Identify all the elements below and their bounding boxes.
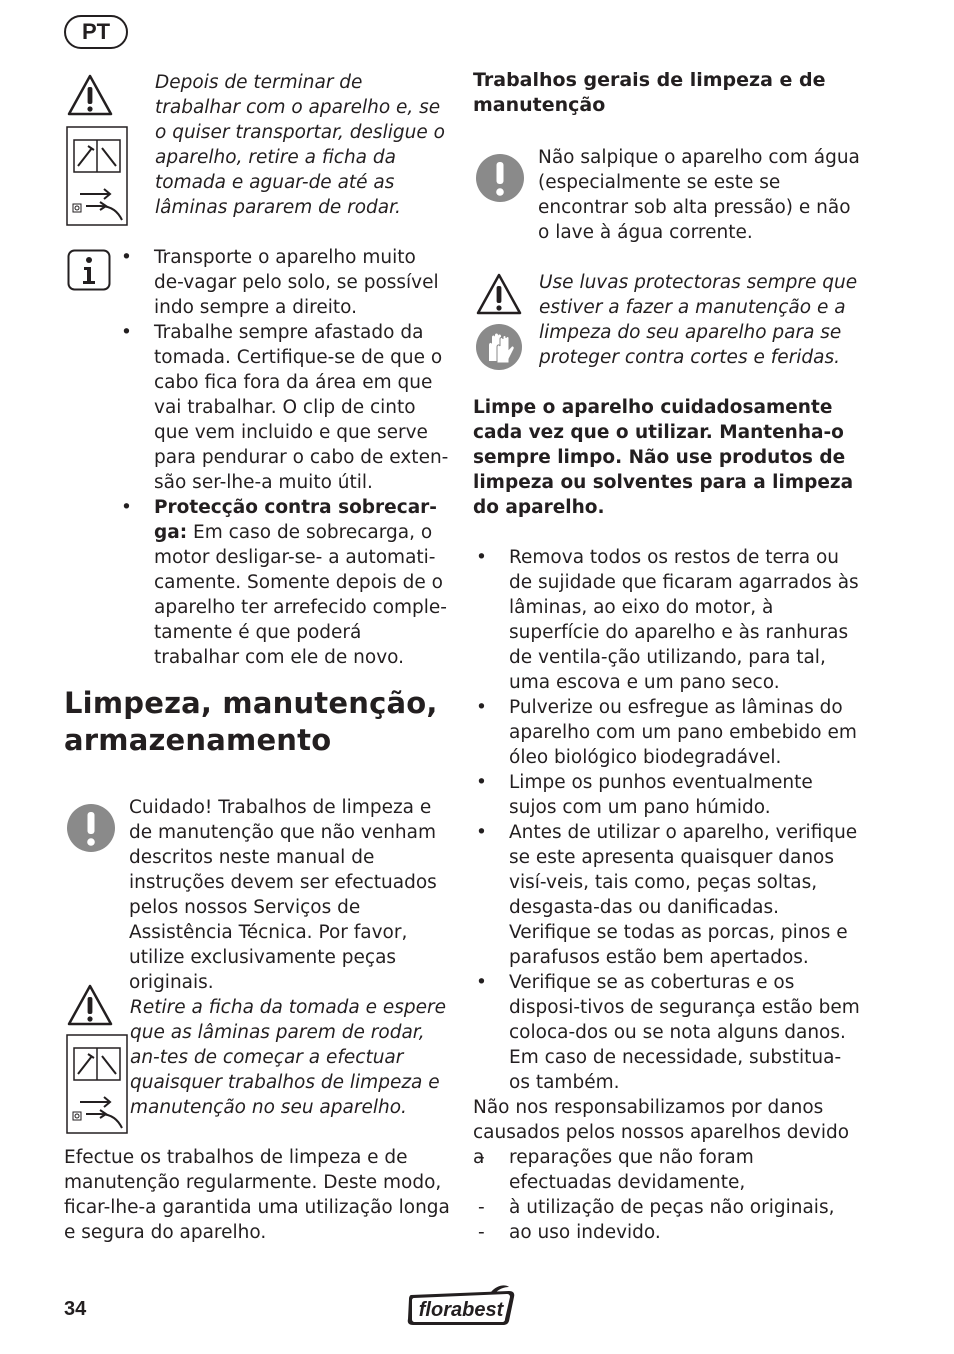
bold-cleaning-paragraph: Limpe o aparelho cuidadosamente cada vez que o utilizar. Mantenha-o sempre limpo. Não use produtos de limpeza ou solventes para a limpeza do aparelho. [473, 397, 854, 518]
info-icon [67, 249, 111, 291]
caution-exclamation-icon [475, 153, 525, 203]
list-item: • Pulverize ou esfregue as lâminas do aparelho com um pano embebido em óleo biológico biodegradável. [474, 695, 862, 770]
list-item: - à utilização de peças não originais, [474, 1195, 862, 1220]
list-item: • Remova todos os restos de terra ou de sujidade que ficaram agarrados às lâminas, ao eixo do motor, à superfície do aparelho e às ranhuras de ventila-ção utilizando, para tal, uma escova e um pano seco. [474, 545, 862, 695]
list-item: - ao uso indevido. [474, 1220, 862, 1245]
list-item: • Limpe os punhos eventualmente sujos com um pano húmido. [474, 770, 862, 820]
warning-triangle-icon [66, 73, 114, 117]
list-item: • Trabalhe sempre afastado da tomada. Certifique-se de que o cabo fica fora da área em que vai trabalhar. O clip de cinto que vem incluido e que serve para pendurar o cabo de exten-são ser-lhe-a muito útil. [119, 320, 451, 495]
caution-text: Cuidado! Trabalhos de limpeza e de manutenção que não venham descritos neste manual de instruções devem ser efectuados pelos nossos Serviços de Assistência Técnica. Por favor, utilize exclusivamente peças originais. [129, 797, 437, 993]
caution-exclamation-icon [66, 803, 116, 853]
page-number: 34 [64, 1298, 87, 1320]
gloves-text: Use luvas protectoras sempre que estiver a fazer a manutenção e a limpeza do seu aparelho para se proteger contra cortes e feridas. [539, 272, 858, 368]
language-badge: PT [64, 15, 128, 49]
svg-text:florabest: florabest [418, 1299, 504, 1321]
transport-bullet-list [119, 245, 451, 670]
no-water-text: Não salpique o aparelho com água (especialmente se este se encontrar sob alta pressão) e não o lave à água corrente. [538, 147, 860, 243]
list-item: • Transporte o aparelho muito de-vagar pelo solo, se possível indo sempre a direito. [119, 245, 451, 320]
liability-dash-list [474, 1145, 862, 1245]
warning-triangle-icon [66, 983, 114, 1027]
cleaning-bullet-list [474, 545, 862, 1095]
overload-text: Em caso de sobrecarga, o motor desligar-se- a automati-camente. Somente depois de o aparelho ter arrefecido comple-tamente é que poderá trabalhar com ele de novo. [154, 522, 447, 668]
subsection-title: Trabalhos gerais de limpeza e de manutenção [473, 69, 826, 116]
list-item: • Verifique se as coberturas e os disposi-tivos de segurança estão bem coloca-dos ou se nota alguns danos. Em caso de necessidade, substitua-os também. [474, 970, 862, 1095]
unplug-warning-text: Depois de terminar de trabalhar com o aparelho e, se o quiser transportar, desligue o aparelho, retire a ficha da tomada e aguar-de até as lâminas pararem de rodar. [155, 72, 445, 218]
overload-label: Protecção contra sobrecar-ga: [154, 497, 437, 543]
liability-text: Não nos responsabilizamos por danos causados pelos nossos aparelhos devido a [473, 1097, 850, 1168]
list-item: - reparações que não foram efectuadas devidamente, [474, 1145, 862, 1195]
section-title: Limpeza, manutenção, armazenamento [64, 686, 438, 757]
warning-triangle-icon [475, 272, 523, 316]
list-item [119, 495, 451, 670]
read-manual-unplug-icon [66, 1034, 128, 1134]
maintenance-paragraph: Efectue os trabalhos de limpeza e de manutenção regularmente. Deste modo, ficar-lhe-a garantida uma utilização longa e segura do aparelho. [64, 1147, 450, 1243]
read-manual-unplug-icon [66, 126, 128, 226]
gloves-icon [475, 323, 523, 371]
florabest-logo [405, 1283, 517, 1327]
unplug-before-cleaning-text: Retire a ficha da tomada e espere que as lâminas parem de rodar, an-tes de começar a efectuar quaisquer trabalhos de limpeza e manutenção no seu aparelho. [130, 997, 447, 1118]
list-item: • Antes de utilizar o aparelho, verifique se este apresenta quaisquer danos visí-veis, tais como, peças soltas, desgasta-das ou danificadas. Verifique se todas as porcas, pinos e parafusos estão bem apertados. [474, 820, 862, 970]
